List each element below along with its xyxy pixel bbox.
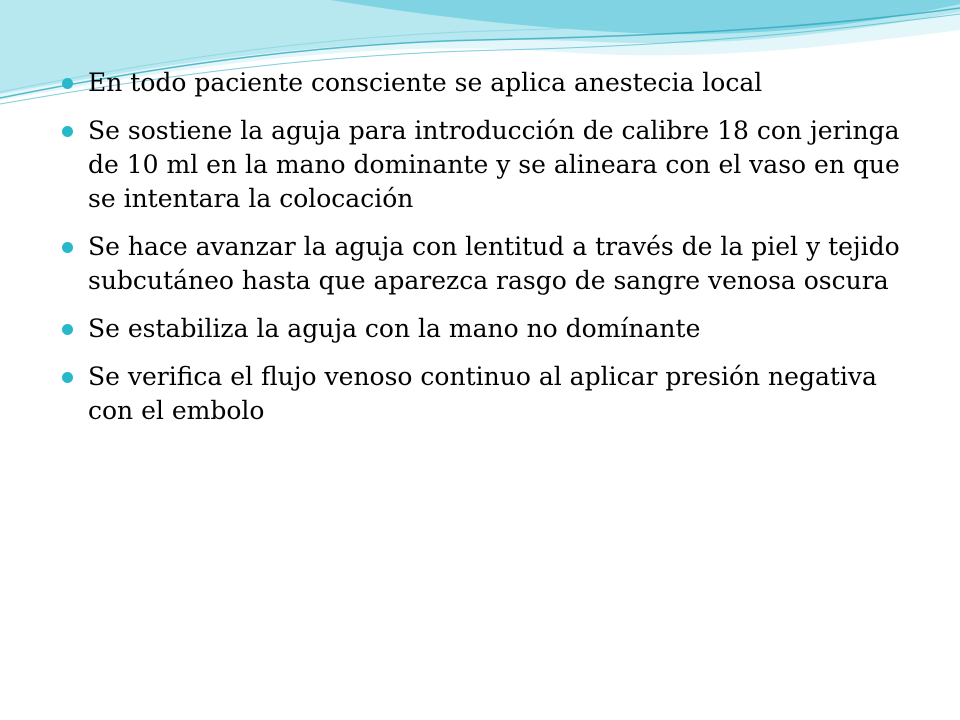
bullet-item-1 bbox=[62, 66, 912, 100]
bullet-text: En todo paciente consciente se aplica anestecia local bbox=[88, 68, 763, 97]
bullet-item-5 bbox=[62, 360, 912, 428]
bullet-item-4 bbox=[62, 312, 912, 346]
bullet-item-2 bbox=[62, 114, 912, 216]
bullet-dot-icon bbox=[62, 372, 73, 383]
bullet-item-3 bbox=[62, 230, 912, 298]
bullet-text: Se verifica el flujo venoso continuo al aplicar presión negativa con el embolo bbox=[88, 362, 877, 425]
bullet-list bbox=[62, 66, 912, 442]
bullet-dot-icon bbox=[62, 78, 73, 89]
bullet-text: Se estabiliza la aguja con la mano no domínante bbox=[88, 314, 701, 343]
bullet-dot-icon bbox=[62, 126, 73, 137]
bullet-dot-icon bbox=[62, 242, 73, 253]
bullet-dot-icon bbox=[62, 324, 73, 335]
bullet-text: Se sostiene la aguja para introducción de calibre 18 con jeringa de 10 ml en la mano dominante y se alineara con el vaso en que se intentara la colocación bbox=[88, 116, 900, 213]
bullet-text: Se hace avanzar la aguja con lentitud a través de la piel y tejido subcutáneo hasta que aparezca rasgo de sangre venosa oscura bbox=[88, 232, 900, 295]
